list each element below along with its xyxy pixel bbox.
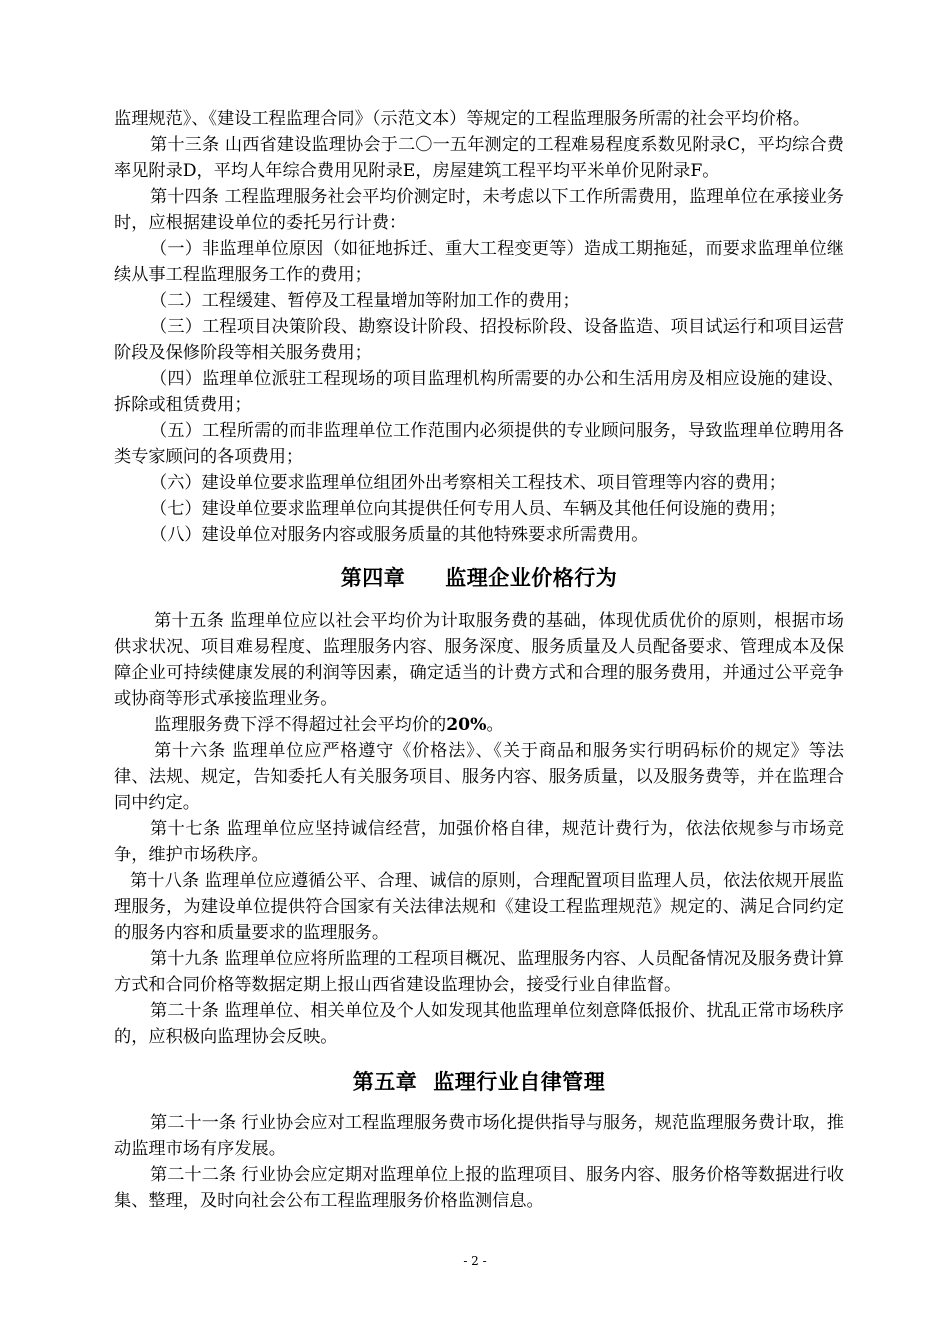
article-21: 第二十一条 行业协会应对工程监理服务费市场化提供指导与服务，规范监理服务费计取，推动监理市场有序发展。 (114, 1113, 844, 1159)
article-14-item-1: （一）非监理单位原因（如征地拆迁、重大工程变更等）造成工期拖延，而要求监理单位继续从事工程监理服务工作的费用； (114, 239, 844, 285)
article-13: 第十三条 山西省建设监理协会于二〇一五年测定的工程难易程度系数见附录C，平均综合费率见附录D，平均人年综合费用见附录E，房屋建筑工程平均平米单价见附录F。 (114, 135, 844, 181)
page-number: - 2 - (463, 1254, 487, 1268)
article-17: 第十七条 监理单位应坚持诚信经营，加强价格自律，规范计费行为，依法依规参与市场竞争，维护市场秩序。 (114, 819, 844, 865)
service-fee-float-limit (114, 712, 844, 738)
article-14-item-5: （五）工程所需的而非监理单位工作范围内必须提供的专业顾问服务，导致监理单位聘用各类专家顾问的各项费用； (114, 421, 844, 467)
chapter-5-number: 第五章 (352, 1070, 418, 1094)
article-16: 第十六条 监理单位应严格遵守《价格法》、《关于商品和服务实行明码标价的规定》等法律、法规、规定，告知委托人有关服务项目、服务内容、服务质量，以及服务费等，并在监理合同中约定。 (114, 741, 844, 813)
article-22: 第二十二条 行业协会应定期对监理单位上报的监理项目、服务内容、服务价格等数据进行收集、整理，及时向社会公布工程监理服务价格监测信息。 (114, 1165, 844, 1211)
article-14-item-3: （三）工程项目决策阶段、勘察设计阶段、招投标阶段、设备监造、项目试运行和项目运营阶段及保修阶段等相关服务费用； (114, 317, 844, 363)
chapter-5-title: 监理行业自律管理 (433, 1070, 606, 1094)
chapter-4-number: 第四章 (340, 566, 406, 590)
article-14-item-7: （七）建设单位要求监理单位向其提供任何专用人员、车辆及其他任何设施的费用； (150, 499, 786, 519)
article-14-item-4: （四）监理单位派驻工程现场的项目监理机构所需要的办公和生活用房及相应设施的建设、拆除或租赁费用； (114, 369, 844, 415)
float-limit-value: 20% (446, 715, 487, 735)
article-15: 第十五条 监理单位应以社会平均价为计取服务费的基础，体现优质优价的原则，根据市场供求状况、项目难易程度、监理服务内容、服务深度、服务质量及人员配备要求、管理成本及保障企业可持续健康发展的利润等因素，确定适当的计费方式和合理的服务费用，并通过公平竞争或协商等形式承接监理业务。 (114, 611, 844, 709)
article-14-item-6: （六）建设单位要求监理单位组团外出考察相关工程技术、项目管理等内容的费用； (150, 473, 786, 493)
chapter-4-title: 监理企业价格行为 (445, 566, 618, 590)
article-18: 第十八条 监理单位应遵循公平、合理、诚信的原则，合理配置项目监理人员，依法依规开展监理服务，为建设单位提供符合国家有关法律法规和《建设工程监理规范》规定的、满足合同约定的服务内容和质量要求的监理服务。 (114, 871, 844, 943)
chapter-4-heading (114, 562, 844, 592)
float-limit-text: 监理服务费下浮不得超过社会平均价的 (154, 715, 447, 735)
document-body (114, 106, 844, 1214)
float-limit-end: 。 (486, 715, 504, 735)
article-20: 第二十条 监理单位、相关单位及个人如发现其他监理单位刻意降低报价、扰乱正常市场秩序的，应积极向监理协会反映。 (114, 1001, 844, 1047)
article-14-item-8: （八）建设单位对服务内容或服务质量的其他特殊要求所需费用。 (150, 525, 649, 545)
article-19: 第十九条 监理单位应将所监理的工程项目概况、监理服务内容、人员配备情况及服务费计算方式和合同价格等数据定期上报山西省建设监理协会，接受行业自律监督。 (114, 949, 844, 995)
article-14: 第十四条 工程监理服务社会平均价测定时，未考虑以下工作所需费用，监理单位在承接业务时，应根据建设单位的委托另行计费： (114, 187, 844, 233)
paragraph-continuation: 监理规范》、《建设工程监理合同》（示范文本）等规定的工程监理服务所需的社会平均价格。 (114, 109, 811, 129)
article-14-item-2: （二）工程缓建、暂停及工程量增加等附加工作的费用； (150, 291, 580, 311)
chapter-5-heading (114, 1066, 844, 1096)
